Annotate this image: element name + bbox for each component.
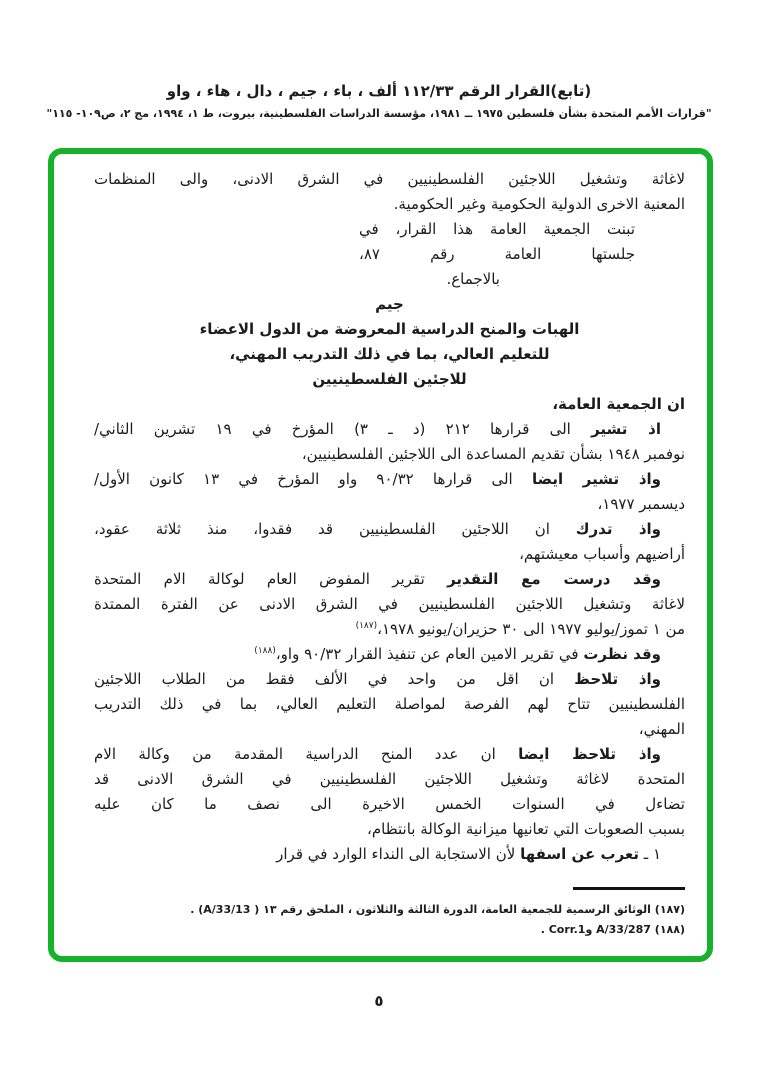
text-line: المهني، (638, 720, 685, 738)
text-line: واذ تشير ايضا الى قرارها ٩٠/٣٢ واو المؤرخ في ١٣ كانون الأول/ (94, 470, 661, 488)
resolution-title: (تابع)القرار الرقم ١١٢/٣٣ ألف ، باء ، جيم ، دال ، هاء ، واو (166, 82, 592, 100)
footnote-item: (١٨٨) A/33/287 وCorr.1 . (540, 923, 685, 936)
text-line: المتحدة لاغاثة وتشغيل اللاجئين الفلسطينيين في الشرق الادنى قد (94, 770, 685, 788)
text-line: الهبات والمنح الدراسية المعروضة من الدول الاعضاء (199, 320, 580, 338)
page-header (0, 82, 758, 120)
text-line: واذ تلاحظ ايضا ان عدد المنح الدراسية المقدمة من وكالة الام (94, 745, 661, 763)
highlight-border-box (48, 148, 713, 962)
text-line: ان الجمعية العامة، (552, 395, 685, 413)
text-line: لاغاثة وتشغيل اللاجئين الفلسطينيين في الشرق الادنى عن الفترة الممتدة (94, 595, 685, 613)
footnote-divider (573, 887, 685, 890)
page-number: ٥ (374, 992, 384, 1010)
document-body (94, 167, 685, 867)
text-line: ديسمبر ١٩٧٧، (597, 495, 685, 513)
text-line: اذ تشير الى قرارها ٢١٢ (د ـ ٣) المؤرخ في ١٩ تشرين الثاني/ (94, 420, 661, 438)
source-citation: "قرارات الأمم المتحدة بشأن فلسطين ١٩٧٥ ــ ١٩٨١، مؤسسة الدراسات الفلسطينية، بيروت، ط ١، ١٩٩٤، مج ٢، ص١٠٩- ١١٥" (46, 107, 712, 120)
footnote-item: (١٨٧) الوثائق الرسمية للجمعية العامة، الدورة الثالثة والثلاثون ، الملحق رقم ١٣ ( A/33/13) . (190, 903, 685, 916)
text-line: للاجئين الفلسطينيين (312, 370, 467, 388)
text-line: بسبب الصعوبات التي تعانيها ميزانية الوكالة بانتظام، (367, 820, 685, 838)
text-line: بالاجماع. (446, 270, 500, 288)
text-line: ١ ـ تعرب عن اسفها لأن الاستجابة الى النداء الوارد في قرار (276, 845, 661, 863)
text-line: وقد نظرت في تقرير الامين العام عن تنفيذ القرار ٩٠/٣٢ واو،$^{(١٨٨)}$ (254, 645, 661, 663)
text-line: الفلسطينيين تتاح لهم الفرصة لمواصلة التعليم العالي، بما في ذلك التدريب (94, 695, 685, 713)
text-line: واذ تدرك ان اللاجئين الفلسطينيين قد فقدوا، منذ ثلاثة عقود، (94, 520, 661, 538)
text-line: لاغاثة وتشغيل اللاجئين الفلسطينيين في الشرق الادنى، والى المنظمات (94, 170, 685, 188)
text-line: من ١ تموز/يوليو ١٩٧٧ الى ٣٠ حزيران/يونيو ١٩٧٨،$^{(١٨٧)}$ (355, 620, 685, 638)
text-line: المعنية الاخرى الدولية الحكومية وغير الحكومية. (393, 195, 685, 213)
text-line: نوفمبر ١٩٤٨ بشأن تقديم المساعدة الى اللاجئين الفلسطينيين، (301, 445, 685, 463)
text-line: أراضيهم وأسباب معيشتهم، (519, 545, 685, 563)
text-line: وقد درست مع التقدير تقرير المفوض العام لوكالة الام المتحدة (94, 570, 661, 588)
text-line: تضاءل في السنوات الخمس الاخيرة الى نصف ما كان عليه (94, 795, 685, 813)
text-line: تبنت الجمعية العامة هذا القرار، في (359, 220, 635, 238)
text-line: جلستها العامة رقم ٨٧، (359, 245, 635, 263)
text-line: جيم (375, 295, 404, 313)
text-line: واذ تلاحظ ان اقل من واحد في الألف فقط من الطلاب اللاجئين (94, 670, 661, 688)
footnotes (84, 900, 685, 940)
text-line: للتعليم العالي، بما في ذلك التدريب المهني، (229, 345, 550, 363)
